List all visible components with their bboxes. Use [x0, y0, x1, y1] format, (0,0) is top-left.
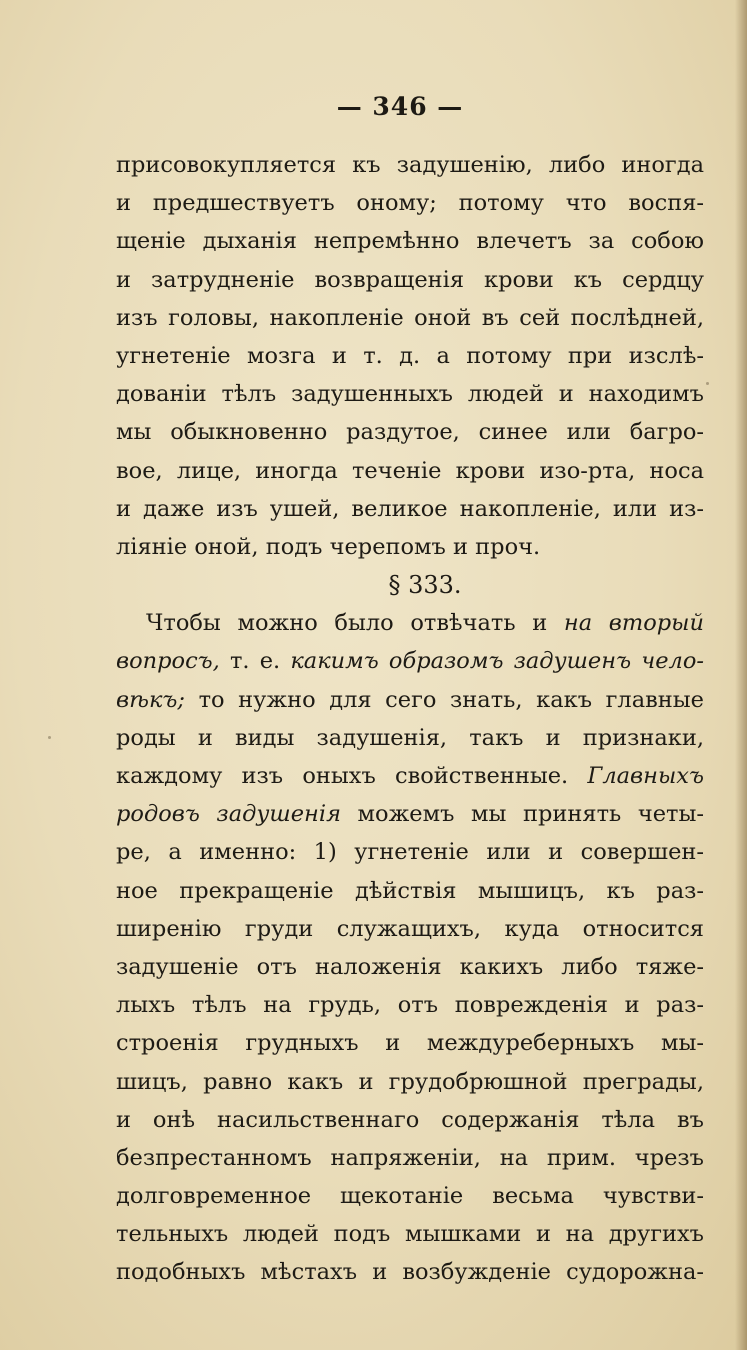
text-line: вое, лице, иногда теченіе крови изо-рта, носа [116, 457, 704, 484]
text-line: лыхъ тѣлъ на грудь, отъ поврежденія и раз- [116, 992, 704, 1019]
text-line: мы обыкновенно раздутое, синее или багро- [116, 419, 704, 446]
text-line [116, 795, 704, 833]
text-line: роды и виды задушенія, такъ и признаки, [116, 724, 704, 751]
text-line: присовокупляется къ задушенію, либо иногда [116, 152, 704, 178]
paper-speck [437, 398, 440, 401]
text-run: Чтобы можно было отвѣчать и [146, 610, 564, 637]
text-line: дованіи тѣлъ задушенныхъ людей и находимъ [116, 381, 704, 408]
text-line: безпрестанномъ напряженіи, на прим. чрезъ [116, 1144, 704, 1171]
text-line [116, 757, 704, 795]
italic-run: какимъ образомъ задушенъ чело- [290, 648, 704, 675]
text-line: ліяніе оной, подъ черепомъ и проч. [116, 533, 541, 560]
text-line: и предшествуетъ оному; потому что воспя- [116, 190, 704, 217]
italic-run: вѣкъ; [116, 686, 185, 713]
text-run: можемъ мы принять четы- [340, 801, 704, 828]
text-line: и онѣ насильственнаго содержанія тѣла въ [116, 1106, 704, 1133]
text-line: и даже изъ ушей, великое накопленіе, или из- [116, 495, 704, 522]
text-line: и затрудненіе возвращенія крови къ сердцу [116, 266, 704, 293]
text-line: ное прекращеніе дѣйствія мышицъ, къ раз- [116, 877, 704, 904]
text-run: то нужно для сего знать, какъ главные [184, 686, 704, 713]
text-line: подобныхъ мѣстахъ и возбужденіе судорожна- [116, 1259, 704, 1286]
page-edge-shadow [735, 0, 747, 1350]
paper-speck [706, 382, 709, 385]
text-run: каждому изъ оныхъ свойственные. [116, 763, 588, 789]
page-text [116, 146, 704, 1292]
text-line [116, 604, 704, 642]
text-line [116, 642, 704, 680]
text-line: строенія грудныхъ и междуреберныхъ мы- [116, 1030, 704, 1057]
italic-run: родовъ задушенія [116, 801, 341, 828]
text-line: задушеніе отъ наложенія какихъ либо тяже- [116, 953, 704, 980]
text-line: угнетеніе мозга и т. д. а потому при изслѣ- [116, 342, 704, 369]
paper-speck [48, 736, 51, 739]
section-heading: § 333. [388, 571, 462, 600]
text-line: щеніе дыханія непремѣнно влечетъ за собою [116, 228, 704, 255]
text-line: ре, а именно: 1) угнетеніе или и совершен- [116, 839, 704, 866]
text-run: т. е. [219, 648, 291, 675]
italic-run: вопросъ, [116, 648, 220, 675]
text-line: долговременное щекотаніе весьма чувстви- [116, 1183, 704, 1210]
text-line: тельныхъ людей подъ мышками и на другихъ [116, 1221, 704, 1248]
page-number: — 346 — [336, 92, 464, 121]
text-line: шицъ, равно какъ и грудобрюшной преграды, [116, 1068, 704, 1095]
text-line: ширенію груди служащихъ, куда относится [116, 915, 704, 942]
text-line: изъ головы, накопленіе оной въ сей послѣдней, [116, 304, 704, 331]
italic-run: Главныхъ [587, 763, 704, 789]
text-line [116, 681, 704, 719]
italic-run: на вторый [563, 610, 704, 637]
